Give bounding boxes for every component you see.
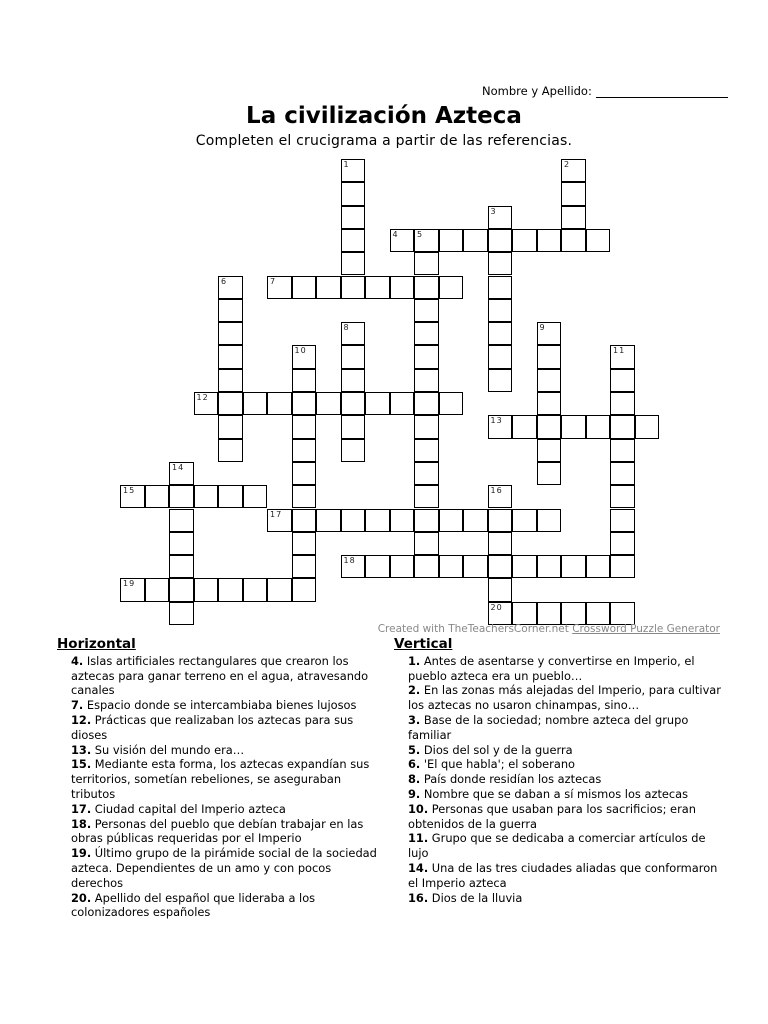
clue-number: 1 — [343, 160, 350, 169]
clue-number: 18 — [343, 556, 356, 566]
crossword-cell[interactable] — [488, 206, 513, 229]
crossword-cell[interactable] — [169, 602, 194, 625]
crossword-cell[interactable] — [341, 345, 366, 368]
crossword-cell[interactable] — [341, 439, 366, 462]
crossword-cell[interactable] — [414, 252, 439, 275]
page-subtitle: Completen el crucigrama a partir de las referencias. — [195, 133, 573, 149]
clue-item-number: 2. — [408, 683, 421, 698]
crossword-cell[interactable] — [341, 555, 366, 578]
crossword-cell[interactable] — [365, 555, 390, 578]
clue-item-text: Apellido del español que lideraba a los colonizadores españoles — [71, 890, 316, 920]
crossword-cell[interactable] — [365, 509, 390, 532]
clue-item — [408, 891, 724, 906]
crossword-cell[interactable] — [537, 602, 562, 625]
clue-item-number: 18. — [71, 816, 92, 831]
crossword-cell[interactable] — [463, 229, 488, 252]
crossword-cell[interactable] — [218, 369, 243, 392]
clue-item-text: Islas artificiales rectangulares que crearon los aztecas para ganar terreno en el agua, atravesando canales — [71, 653, 369, 698]
crossword-cell[interactable] — [341, 206, 366, 229]
crossword-cell[interactable] — [218, 276, 243, 299]
crossword-cell[interactable] — [194, 485, 219, 508]
clue-item-text: Ciudad capital del Imperio azteca — [91, 801, 286, 816]
clue-item-number: 8. — [408, 772, 421, 787]
crossword-cell[interactable] — [463, 509, 488, 532]
clue-item — [408, 861, 724, 891]
crossword-cell[interactable] — [537, 415, 562, 438]
crossword-cell[interactable] — [292, 462, 317, 485]
crossword-cell[interactable] — [414, 229, 439, 252]
clue-number: 20 — [490, 602, 503, 612]
crossword-cell[interactable] — [292, 509, 317, 532]
clue-number: 8 — [343, 323, 350, 333]
crossword-cell[interactable] — [610, 392, 635, 415]
crossword-cell[interactable] — [610, 462, 635, 485]
crossword-cell[interactable] — [537, 369, 562, 392]
clue-item-number: 17. — [71, 801, 92, 816]
crossword-cell[interactable] — [145, 485, 170, 508]
crossword-cell[interactable] — [390, 555, 415, 578]
crossword-cell[interactable] — [390, 229, 415, 252]
crossword-cell[interactable] — [537, 555, 562, 578]
clue-number: 11 — [613, 346, 626, 356]
crossword-cell[interactable] — [390, 276, 415, 299]
crossword-cell[interactable] — [561, 555, 586, 578]
clue-item — [71, 698, 382, 713]
clue-item-number: 14. — [408, 860, 429, 875]
crossword-cell[interactable] — [463, 555, 488, 578]
clue-number: 3 — [490, 206, 497, 216]
crossword-cell[interactable] — [439, 509, 464, 532]
crossword-cell[interactable] — [635, 415, 660, 438]
clue-number: 17 — [270, 509, 283, 519]
clue-item — [71, 802, 382, 817]
clue-item — [71, 891, 382, 921]
crossword-cell[interactable] — [243, 578, 268, 601]
crossword-cell[interactable] — [414, 532, 439, 555]
crossword-cell[interactable] — [414, 392, 439, 415]
crossword-cell[interactable] — [341, 392, 366, 415]
crossword-cell[interactable] — [292, 345, 317, 368]
crossword-cell[interactable] — [120, 485, 145, 508]
crossword-cell[interactable] — [292, 369, 317, 392]
crossword-cell[interactable] — [512, 555, 537, 578]
crossword-cell[interactable] — [488, 229, 513, 252]
crossword-cell[interactable] — [537, 322, 562, 345]
clue-item-text: En las zonas más alejadas del Imperio, para cultivar los aztecas no usaron chinampas, sino… — [408, 683, 721, 713]
crossword-cell[interactable] — [537, 229, 562, 252]
crossword-cell[interactable] — [512, 602, 537, 625]
clue-item-number: 19. — [71, 846, 92, 861]
clue-number: 10 — [294, 346, 307, 356]
clue-number: 13 — [490, 416, 503, 426]
crossword-cell[interactable] — [488, 602, 513, 625]
crossword-cell[interactable] — [488, 322, 513, 345]
crossword-cell[interactable] — [610, 509, 635, 532]
crossword-cell[interactable] — [390, 392, 415, 415]
clue-item-text: Mediante esta forma, los aztecas expandían sus territorios, sometían rebeliones, se aseguraban tributos — [71, 757, 370, 801]
clue-item-text: Su visión del mundo era… — [91, 742, 245, 757]
clue-item — [408, 802, 724, 832]
crossword-cell[interactable] — [194, 392, 219, 415]
clue-item-text: Espacio donde se intercambiaba bienes lujosos — [83, 698, 357, 713]
clue-number: 15 — [123, 486, 136, 496]
clue-number: 9 — [539, 323, 546, 333]
crossword-cell[interactable] — [414, 345, 439, 368]
crossword-cell[interactable] — [316, 509, 341, 532]
crossword-cell[interactable] — [610, 532, 635, 555]
clue-item-number: 9. — [408, 786, 421, 801]
clue-item-number: 5. — [408, 742, 421, 757]
clue-item-number: 1. — [408, 653, 421, 668]
clue-number: 7 — [270, 276, 277, 286]
crossword-cell[interactable] — [512, 509, 537, 532]
crossword-cell[interactable] — [512, 415, 537, 438]
crossword-cell[interactable] — [610, 485, 635, 508]
crossword-cell[interactable] — [586, 555, 611, 578]
clue-item-text: Grupo que se dedicaba a comerciar artículos de lujo — [408, 831, 706, 861]
clue-item — [408, 743, 724, 758]
crossword-cell[interactable] — [218, 485, 243, 508]
crossword-cell[interactable] — [194, 578, 219, 601]
crossword-cell[interactable] — [537, 462, 562, 485]
crossword-cell[interactable] — [267, 578, 292, 601]
clue-number: 6 — [221, 276, 228, 286]
crossword-cell[interactable] — [488, 485, 513, 508]
crossword-cell[interactable] — [169, 485, 194, 508]
name-label: Nombre y Apellido: — [482, 84, 592, 98]
crossword-cell[interactable] — [561, 415, 586, 438]
clue-item-number: 4. — [71, 653, 84, 668]
crossword-cell[interactable] — [610, 602, 635, 625]
clue-item — [71, 654, 382, 698]
clue-item-text: Personas que usaban para los sacrificios; eran obtenidos de la guerra — [408, 801, 696, 831]
clue-number: 5 — [417, 229, 424, 239]
crossword-cell[interactable] — [488, 276, 513, 299]
crossword-cell[interactable] — [218, 322, 243, 345]
crossword-cell[interactable] — [537, 439, 562, 462]
crossword-cell[interactable] — [561, 602, 586, 625]
crossword-cell[interactable] — [292, 532, 317, 555]
crossword-cell[interactable] — [561, 159, 586, 182]
crossword-cell[interactable] — [243, 392, 268, 415]
crossword-cell[interactable] — [414, 439, 439, 462]
crossword-cell[interactable] — [488, 555, 513, 578]
crossword-cell[interactable] — [341, 159, 366, 182]
vertical-clue-list — [394, 654, 724, 906]
crossword-cell[interactable] — [218, 578, 243, 601]
name-field — [482, 84, 728, 98]
crossword-cell[interactable] — [488, 578, 513, 601]
clue-item-text: Una de las tres ciudades aliadas que conformaron el Imperio azteca — [408, 860, 718, 890]
clue-item-number: 3. — [408, 712, 421, 727]
crossword-cell[interactable] — [414, 555, 439, 578]
crossword-cell[interactable] — [292, 439, 317, 462]
crossword-cell[interactable] — [218, 392, 243, 415]
clue-item — [71, 846, 382, 890]
crossword-cell[interactable] — [145, 578, 170, 601]
crossword-cell[interactable] — [169, 555, 194, 578]
page-title: La civilización Azteca — [246, 103, 522, 129]
crossword-cell[interactable] — [610, 415, 635, 438]
clue-item — [71, 757, 382, 801]
crossword-cell[interactable] — [267, 509, 292, 532]
crossword-cell[interactable] — [414, 509, 439, 532]
clue-item-number: 16. — [408, 890, 429, 905]
clue-item-text: Último grupo de la pirámide social de la sociedad azteca. Dependientes de un amo y con pocos derechos — [71, 846, 377, 890]
crossword-cell[interactable] — [218, 299, 243, 322]
crossword-cell[interactable] — [243, 485, 268, 508]
crossword-cell[interactable] — [414, 299, 439, 322]
clue-item-text: Personas del pueblo que debían trabajar en las obras públicas requeridas por el Imperio — [71, 816, 364, 846]
crossword-cell[interactable] — [488, 415, 513, 438]
crossword-cell[interactable] — [610, 439, 635, 462]
crossword-cell[interactable] — [292, 415, 317, 438]
clue-item-text: Dios de la lluvia — [428, 890, 523, 905]
crossword-cell[interactable] — [341, 369, 366, 392]
crossword-cell[interactable] — [292, 276, 317, 299]
clue-item-number: 11. — [408, 831, 429, 846]
vertical-clues — [394, 637, 724, 905]
crossword-cell[interactable] — [341, 276, 366, 299]
crossword-cell[interactable] — [512, 229, 537, 252]
clue-number: 2 — [564, 160, 571, 169]
name-blank[interactable] — [596, 84, 728, 98]
crossword-cell[interactable] — [169, 532, 194, 555]
clue-number: 4 — [392, 229, 399, 239]
clue-item-text: Antes de asentarse y convertirse en Imperio, el pueblo azteca era un pueblo… — [408, 653, 695, 683]
credit-link[interactable]: Crossword Puzzle Generator — [572, 623, 720, 635]
crossword-cell[interactable] — [390, 509, 415, 532]
crossword-cell[interactable] — [586, 602, 611, 625]
clue-item — [408, 654, 724, 684]
clue-item-number: 7. — [71, 698, 84, 713]
crossword-cell[interactable] — [561, 206, 586, 229]
crossword-cell[interactable] — [414, 485, 439, 508]
crossword-cell[interactable] — [610, 369, 635, 392]
clue-item-text: Dios del sol y de la guerra — [420, 742, 573, 757]
clue-item-number: 12. — [71, 712, 92, 727]
crossword-cell[interactable] — [414, 276, 439, 299]
crossword-cell[interactable] — [414, 369, 439, 392]
crossword-cell[interactable] — [120, 578, 145, 601]
crossword-cell[interactable] — [537, 345, 562, 368]
credit-line — [378, 623, 720, 635]
clue-item — [408, 713, 724, 743]
vertical-heading: Vertical — [394, 636, 453, 652]
crossword-cell[interactable] — [365, 276, 390, 299]
crossword-cell[interactable] — [488, 369, 513, 392]
crossword-cell[interactable] — [365, 392, 390, 415]
clue-item — [71, 743, 382, 758]
crossword-cell[interactable] — [488, 532, 513, 555]
clue-number: 12 — [196, 393, 209, 402]
crossword-cell[interactable] — [439, 392, 464, 415]
crossword-cell[interactable] — [537, 392, 562, 415]
clue-item-text: Prácticas que realizaban los aztecas para sus dioses — [71, 712, 354, 742]
clue-item — [408, 757, 724, 772]
clue-item — [408, 831, 724, 861]
crossword-cell[interactable] — [267, 392, 292, 415]
crossword-cell[interactable] — [586, 415, 611, 438]
crossword-cell[interactable] — [561, 182, 586, 205]
crossword-cell[interactable] — [439, 229, 464, 252]
crossword-cell[interactable] — [488, 252, 513, 275]
clue-item — [408, 787, 724, 802]
crossword-cell[interactable] — [341, 229, 366, 252]
clue-number: 14 — [172, 462, 185, 472]
crossword-cell[interactable] — [586, 229, 611, 252]
crossword-cell[interactable] — [316, 392, 341, 415]
crossword-cell[interactable] — [537, 509, 562, 532]
crossword-cell[interactable] — [218, 345, 243, 368]
clue-item-number: 13. — [71, 742, 92, 757]
crossword-cell[interactable] — [414, 462, 439, 485]
crossword-cell[interactable] — [292, 555, 317, 578]
crossword-cell[interactable] — [169, 509, 194, 532]
clue-item-number: 15. — [71, 757, 92, 772]
crossword-cell[interactable] — [267, 276, 292, 299]
crossword-cell[interactable] — [292, 578, 317, 601]
horizontal-clue-list — [57, 654, 382, 920]
clue-item — [71, 817, 382, 847]
crossword-cell[interactable] — [561, 229, 586, 252]
clue-item-text: 'El que habla'; el soberano — [420, 757, 576, 772]
crossword-cell[interactable] — [292, 392, 317, 415]
crossword-cell[interactable] — [439, 555, 464, 578]
crossword-cell[interactable] — [610, 345, 635, 368]
crossword-cell[interactable] — [488, 509, 513, 532]
crossword-cell[interactable] — [439, 276, 464, 299]
clue-number: 16 — [490, 486, 503, 496]
crossword-cell[interactable] — [414, 322, 439, 345]
horizontal-clues — [57, 637, 382, 920]
clue-item-number: 6. — [408, 757, 421, 772]
clue-item-text: País donde residían los aztecas — [420, 772, 602, 787]
clue-item-number: 10. — [408, 801, 429, 816]
clue-item-text: Nombre que se daban a sí mismos los aztecas — [420, 786, 689, 801]
crossword-cell[interactable] — [414, 415, 439, 438]
clue-item-number: 20. — [71, 890, 92, 905]
clue-item-text: Base de la sociedad; nombre azteca del grupo familiar — [408, 712, 689, 742]
crossword-cell[interactable] — [169, 462, 194, 485]
crossword-cell[interactable] — [218, 439, 243, 462]
crossword-cell[interactable] — [488, 345, 513, 368]
crossword-cell[interactable] — [218, 415, 243, 438]
crossword-cell[interactable] — [341, 252, 366, 275]
crossword-cell[interactable] — [488, 299, 513, 322]
crossword-cell[interactable] — [341, 509, 366, 532]
crossword-cell[interactable] — [292, 485, 317, 508]
crossword-cell[interactable] — [341, 182, 366, 205]
crossword-cell[interactable] — [610, 555, 635, 578]
crossword-cell[interactable] — [169, 578, 194, 601]
horizontal-heading: Horizontal — [57, 636, 136, 652]
clue-item — [408, 772, 724, 787]
clue-item — [408, 683, 724, 713]
crossword-cell[interactable] — [316, 276, 341, 299]
clue-item — [71, 713, 382, 743]
crossword-cell[interactable] — [341, 415, 366, 438]
crossword-cell[interactable] — [341, 322, 366, 345]
clue-number: 19 — [123, 579, 136, 589]
credit-text: Created with TheTeachersCorner.net — [377, 623, 573, 635]
